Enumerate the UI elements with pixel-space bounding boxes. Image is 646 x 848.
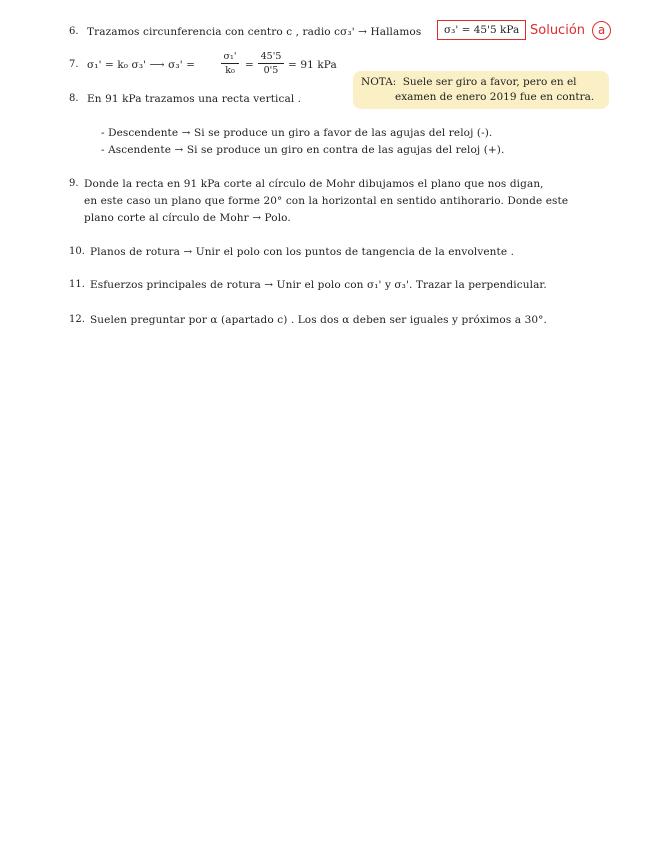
fraction-1-bar (221, 63, 239, 64)
item-8-text: En 91 kPa trazamos una recta vertical . (87, 93, 302, 105)
note-line-2: examen de enero 2019 fue en contra. (395, 91, 595, 103)
item-12-number: 12. (69, 314, 85, 325)
fraction-2-numerator: 45'5 (260, 51, 282, 62)
item-10-text: Planos de rotura → Unir el polo con los puntos de tangencia de la envolvente . (90, 246, 515, 258)
item-6-text: Trazamos circunferencia con centro c , radio cσ₃' → Hallamos (87, 26, 422, 38)
item-9-line-3: plano corte al círculo de Mohr → Polo. (84, 212, 291, 224)
note-line-1: Suele ser giro a favor, pero en el (402, 76, 577, 88)
item-12-text: Suelen preguntar por α (apartado c) . Los dos α deben ser iguales y próximos a 30°. (90, 314, 547, 326)
item-9-number: 9. (69, 178, 79, 189)
item-11-text: Esfuerzos principales de rotura → Unir el polo con σ₁' y σ₃'. Trazar la perpendicular. (90, 279, 547, 291)
fraction-1-numerator: σ₁' (223, 51, 237, 62)
item-8-number: 8. (69, 93, 79, 104)
fraction-values (258, 51, 284, 76)
item-7-result: = 91 kPa (288, 59, 337, 71)
fraction-sigma-over-k0 (221, 51, 239, 76)
note-box (353, 71, 609, 109)
fraction-2-bar (258, 63, 284, 64)
item-6-result-box: σ₃' = 45'5 kPa (437, 20, 526, 40)
item-8-bullet-ascendente: - Ascendente → Si se produce un giro en contra de las agujas del reloj (+). (101, 144, 505, 156)
item-9-line-2: en este caso un plano que forme 20° con la horizontal en sentido antihorario. Donde este (84, 195, 569, 207)
item-6-number: 6. (69, 26, 79, 37)
item-10-number: 10. (69, 246, 85, 257)
item-11-number: 11. (69, 279, 85, 290)
fraction-1-denominator: k₀ (225, 65, 235, 76)
item-7-number: 7. (69, 59, 79, 70)
item-9-line-1: Donde la recta en 91 kPa corte al círculo de Mohr dibujamos el plano que nos digan, (84, 178, 544, 190)
fraction-2-denominator: 0'5 (263, 65, 279, 76)
note-label: NOTA: (361, 76, 397, 88)
solution-letter-circle: a (592, 21, 611, 40)
item-7-formula-start: σ₁' = k₀ σ₃' ⟶ σ₃' = (87, 59, 196, 71)
item-7-equals: = (245, 59, 254, 71)
item-8-bullet-descendente: - Descendente → Si se produce un giro a favor de las agujas del reloj (-). (101, 127, 493, 139)
solution-label: Solución (530, 23, 586, 38)
